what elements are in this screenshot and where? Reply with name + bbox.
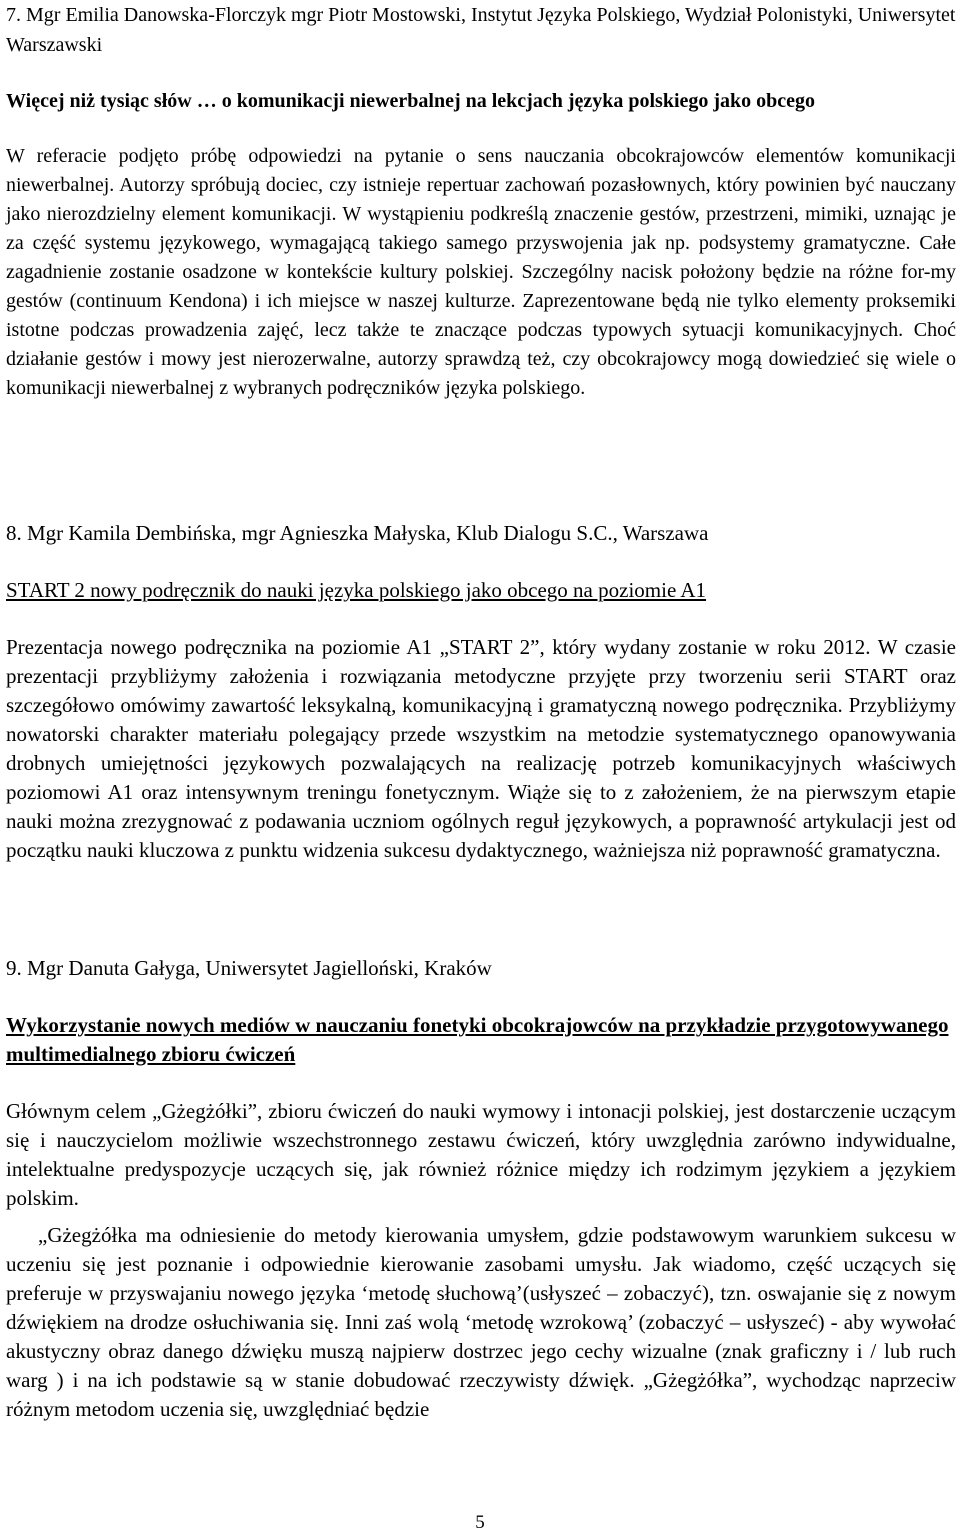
entry-paragraph: W referacie podjęto próbę odpowiedzi na pytanie o sens nauczania obcokrajowców elementów komunikacji niewerbalnej. Autorzy spróbują dociec, czy istnieje repertuar zachowań pozasłownych, który powinien być nauczany jako nierozdzielny element komunikacji. W wystąpieniu podkreślą znaczenie gestów, przestrzeni, mimiki, uznając je za część systemu językowego, wymagającą takiego samego przyswojenia jak np. podsystemy gramatyczne. Całe zagadnienie zostanie osadzone w kontekście kultury polskiej. Szczególny nacisk położony będzie na różne for-my gestów (continuum Kendona) i ich miejsce w naszej kulturze. Zaprezentowane będą nie tylko elementy proksemiki istotne podczas prowadzenia zajęć, lecz także te znaczące podczas typowych sytuacji komunikacyjnych. Choć działanie gestów i mowy jest nierozerwalne, autorzy sprawdzą też, czy obcokrajowcy mogą dowiedzieć się wiele o komunikacji niewerbalnej z wybranych podręczników języka polskiego. [6, 145, 956, 399]
entry-paragraph: Głównym celem „Gżegżółki”, zbioru ćwiczeń do nauki wymowy i intonacji polskiej, jest dostarczenie uczącym się i nauczycielom możliwie wszechstronnego zestawu ćwiczeń, który uwzględnia zarówno indywidualne, intelektualne predyspozycje uczących się, jak również różnice między ich rodzimym językiem a językiem polskim. [6, 1099, 956, 1210]
page-number: 5 [475, 1512, 485, 1533]
entry-header: 9. Mgr Danuta Gałyga, Uniwersytet Jagielloński, Kraków [6, 956, 492, 980]
entry-title: Wykorzystanie nowych mediów w nauczaniu fonetyki obcokrajowców na przykładzie przygotowywanego multimedialnego zbioru ćwiczeń [6, 1013, 949, 1066]
entry-title: Więcej niż tysiąc słów … o komunikacji niewerbalnej na lekcjach języka polskiego jako obcego [6, 90, 816, 112]
entry-7 [6, 0, 956, 403]
entry-paragraph: „Gżegżółka ma odniesienie do metody kierowania umysłem, gdzie podstawowym warunkiem sukcesu w uczeniu się jest poznanie i odpowiednie kierowanie zasobami umysłu. Jak wiadomo, część uczących się preferuje w przyswajaniu nowego języka ‘metodę słuchową’(usłyszeć – zobaczyć), tzn. oswajanie się z nowym dźwiękiem na drodze osłuchiwania się. Inni zaś wolą ‘metodę wzrokową’ (zobaczyć – usłyszeć) - aby wywołać akustyczny obraz danego dźwięku muszą najpierw dostrzec jego cechy wizualne (znak graficzny i / lub ruch warg ) i na ich podstawie są w stanie dobudować rzeczywisty dźwięk. „Gżegżółka”, wychodząc naprzeciw różnym metodom uczenia się, uwzględniać będzie [6, 1223, 956, 1421]
entry-9 [6, 954, 956, 1424]
entry-header: 7. Mgr Emilia Danowska-Florczyk mgr Piotr Mostowski, Instytut Języka Polskiego, Wydział Polonistyki, Uniwersytet Warszawski [6, 4, 956, 56]
entry-header: 8. Mgr Kamila Dembińska, mgr Agnieszka Małyska, Klub Dialogu S.C., Warszawa [6, 521, 709, 545]
entry-title: START 2 nowy podręcznik do nauki języka polskiego jako obcego na poziomie A1 [6, 578, 707, 602]
entry-paragraph: Prezentacja nowego podręcznika na poziomie A1 „START 2”, który wydany zostanie w roku 2012. W czasie prezentacji przybliżymy założenia i rozwiązania metodyczne przyjęte przy tworzeniu serii START oraz szczegółowo omówimy zawartość leksykalną, komunikacyjną i gramatyczną nowego podręcznika. Przybliżymy nowatorski charakter materiału polegający przede wszystkim na metodzie systematycznego opanowywania drobnych umiejętności językowych pozwalających na realizację potrzeb komunikacyjnych właściwych poziomowi A1 oraz intensywnym treningu fonetycznym. Wiąże się to z założeniem, że na pierwszym etapie nauki można zrezygnować z podawania uczniom ogólnych reguł językowych, a poprawność artykulacji jest od początku nauki kluczowa z punktu widzenia sukcesu dydaktycznego, ważniejsza niż poprawność gramatyczna. [6, 635, 956, 862]
entry-8 [6, 519, 956, 865]
